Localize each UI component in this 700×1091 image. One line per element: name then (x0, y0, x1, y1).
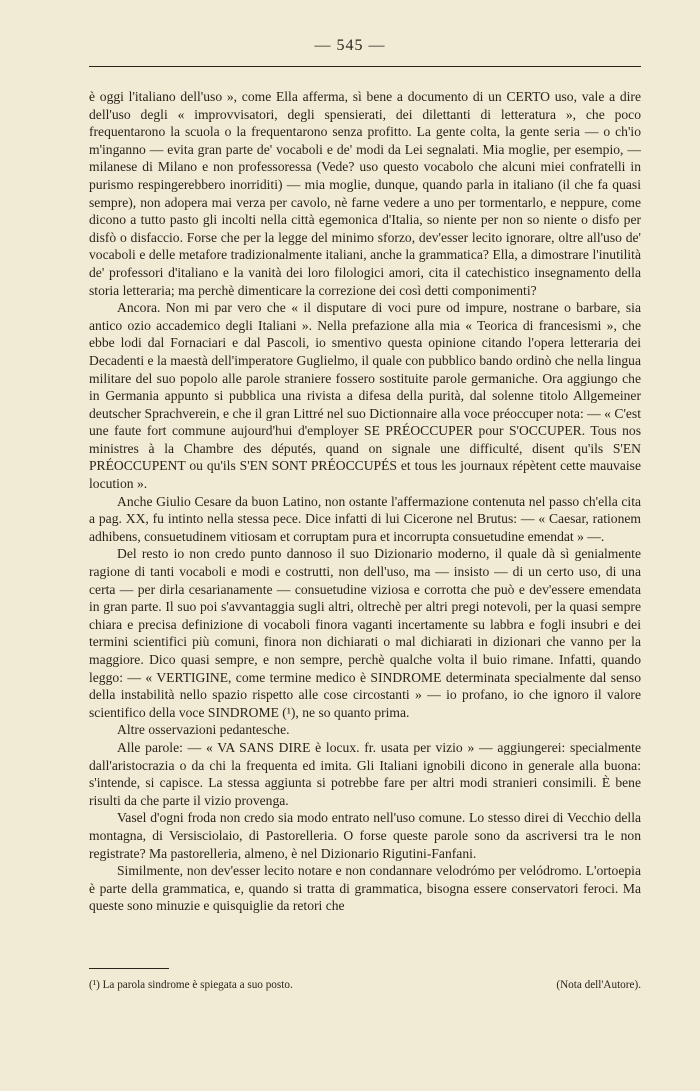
paragraph: Anche Giulio Cesare da buon Latino, non ostante l'affermazione contenuta nel passo ch'ella cita a pag. XX, fu intinto nella stessa pece. Dice infatti di lui Cicerone nel Brutus: — « Caesar, rationem adhibens, consuetudinem vitiosam et corruptam pura et incorrupta consuetudine emendat » —. (89, 493, 641, 544)
paragraph: è oggi l'italiano dell'uso », come Ella afferma, sì bene a documento di un CERTO uso, vale a dire dell'uso degli « improvvisatori, degli spensierati, dei dilettanti di letteratura », che poco frequentarono la scuola o la frequentarono senza profitto. La gente colta, la gente seria — o ch'io m'inganno — evita gran parte de' vocaboli e de' modi da Lei segnalati. Mia moglie, per esempio, — milanese di Milano e non professoressa (Vede? uso questo vocabolo che alcuni miei confratelli in purismo respingerebbero inorriditi) — mia moglie, dunque, quando parla in italiano (il che fa quasi sempre), non adopera mai verza per cavolo, nè farne vedere a uno per tormentarlo, e neppure, come dicono a tutto pasto gli incolti nella città egemonica d'Italia, so niente per non so niente o disfo per disfò o disfaccio. Forse che per la legge del minimo sforzo, dev'esser lecito ignorare, oltre all'uso de' vocaboli e delle metafore tradizionalmente italiani, anche la grammatica? Ella, a dimostrare l'inutilità de' professori d'italiano e la vanità dei loro filologici amori, cita il catechistico insegnamento della storia letteraria; ma perchè dimenticare la correzione dei così detti componimenti? (89, 89, 641, 298)
paragraph: Alle parole: — « VA SANS DIRE è locux. fr. usata per vizio » — aggiungerei: specialmente dall'aristocrazia o da chi la frequenta ed imita. Gli Italiani ignobili dicono in generale alla buona: s'intende, si capisce. La stessa aggiunta si potrebbe fare per altri modi stranieri consimili. È bene risulti da che parte il vizio provenga. (89, 739, 641, 808)
header-rule (89, 66, 641, 67)
page-number: — 545 — (314, 37, 386, 54)
paragraph: Ancora. Non mi par vero che « il disputare di voci pure od impure, nostrane o barbare, sia antico ozio accademico degli Italiani ». Nella prefazione alla mia « Teorica di francesismi », che ebbe lodi dal Fornaciari e dal Pascoli, io smentivo questa opinione citando l'opera letteraria dei Decadenti e la maestà dell'imperatore Guglielmo, il quale con pubblico bando ordinò che nella lingua militare del suo popolo alle parole straniere fossero sostituite parole germaniche. Ora aggiungo che in Germania appunto si pubblica una rivista a difesa della purità, dal solenne titolo Allgemeiner deutscher Sprachverein, e che il gran Littré nel suo Dictionnaire alla voce préoccuper nota: — « C'est une faute fort commune aujourd'hui d'employer SE PRÉOCCUPER pour S'OCCUPER. Tous nos ministres à la Chambre des députés, quand on signale une difficulté, disent qu'ils S'EN PRÉOCCUPENT ou qu'ils S'EN SONT PRÉOCCUPÉS et tous les journaux répètent cette mauvaise locution ». (89, 300, 641, 492)
footnote-rule (89, 968, 169, 969)
paragraph: Similmente, non dev'esser lecito notare e non condannare velodrómo per velódromo. L'ortoepia è parte della grammatica, e, quando si tratta di grammatica, bisogna essere conservatori feroci. Ma queste sono minuzie e quisquiglie da retori che (89, 863, 641, 914)
paragraph: Vasel d'ogni froda non credo sia modo entrato nell'uso comune. Lo stesso direi di Vecchio della montagna, di Versisciolaio, di Pastorelleria. O forse queste parole sono da ascriversi tra le non registrate? Ma pastorelleria, almeno, è nel Dizionario Rigutini-Fanfani. (89, 810, 641, 861)
footnote (89, 978, 641, 992)
paragraph: Del resto io non credo punto dannoso il suo Dizionario moderno, il quale dà sì genialmente ragione di tanti vocaboli e modi e costrutti, non dell'uso, ma — insisto — di un certo uso, di una certa — per dirla cesarianamente — consuetudine viziosa e corrotta che può e dev'essere emendata in gran parte. Il suo poi s'avvantaggia sugli altri, oltrechè per altri pregi notevoli, per la quasi sempre chiara e precisa definizione di vocaboli finora vaganti incertamente su labbra e fogli insubri e dei termini scientifici più comuni, finora non dichiarati o mal dichiarati in dizionari che vanno per la maggiore. Dico quasi sempre, e non sempre, perchè qualche volta il buio rimane. Infatti, quando leggo: — « VERTIGINE, come termine medico è SINDROME determinata specialmente dal senso della instabilità nello spazio rispetto alle cose circostanti » — io profano, io che ignoro il valore scientifico della voce SINDROME (¹), ne so quanto prima. (89, 546, 641, 720)
body-text (89, 88, 641, 915)
footnote-note: (Nota dell'Autore). (556, 979, 641, 991)
paragraph: Altre osservazioni pedantesche. (117, 722, 290, 738)
footnote-text: (¹) La parola sindrome è spiegata a suo posto. (89, 979, 293, 991)
